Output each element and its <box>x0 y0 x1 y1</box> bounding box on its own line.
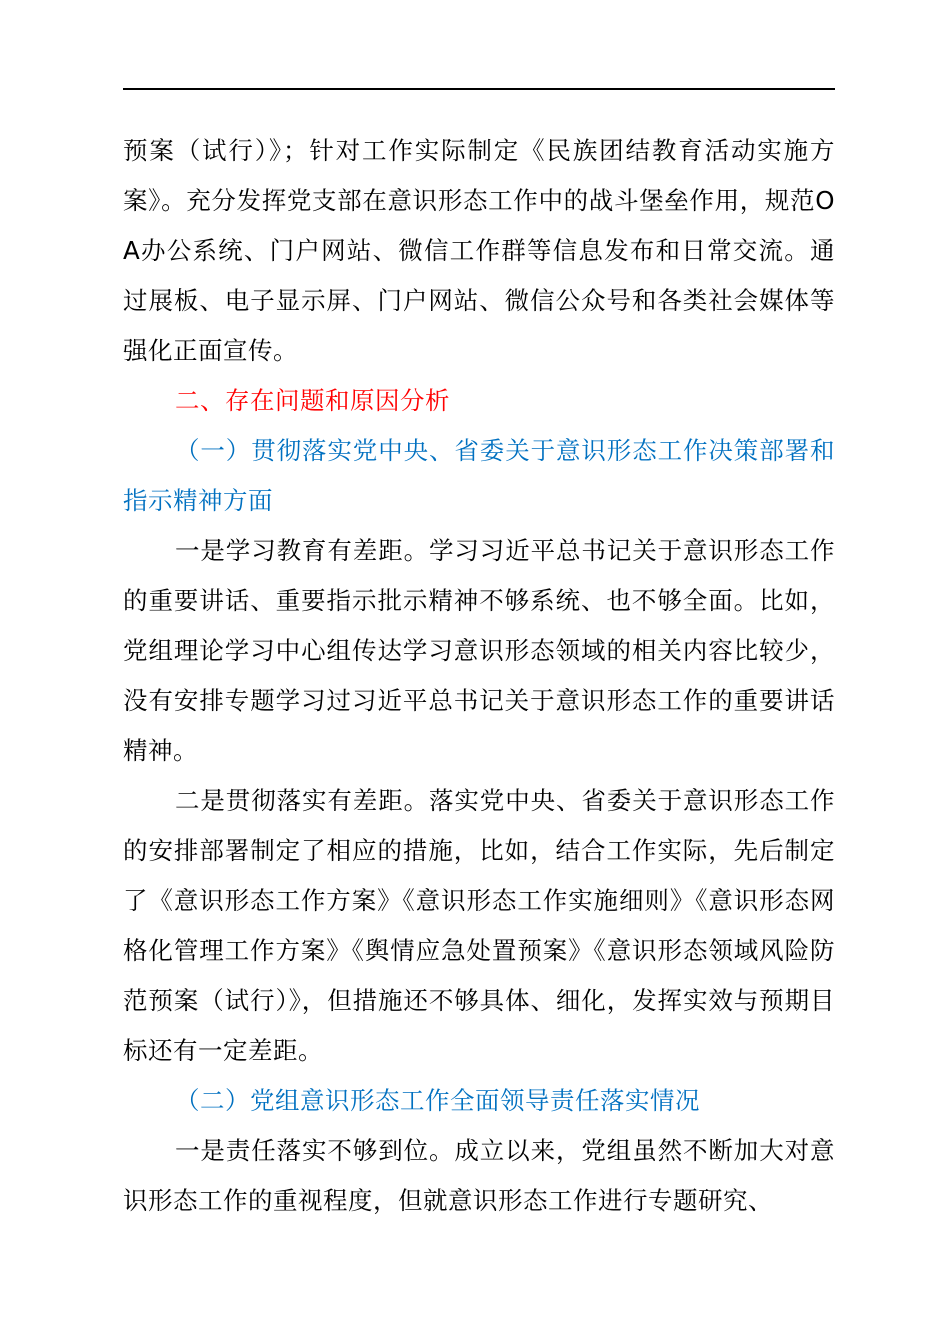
header-rule <box>123 88 835 90</box>
paragraph-responsibility: 一是责任落实不够到位。成立以来，党组虽然不断加大对意识形态工作的重视程度，但就意识形态工作进行专题研究、 <box>123 1136 835 1215</box>
document-body <box>123 126 835 1226</box>
paragraph-implementation-gap: 二是贯彻落实有差距。落实党中央、省委关于意识形态工作的安排部署制定了相应的措施，比如，结合工作实际，先后制定了《意识形态工作方案》《意识形态工作实施细则》《意识形态网格化管理工作方案》《舆情应急处置预案》《意识形态领域风险防范预案（试行）》，但措施还不够具体、细化，发挥实效与预期目标还有一定差距。 <box>123 786 835 1065</box>
paragraph-study-gap: 一是学习教育有差距。学习习近平总书记关于意识形态工作的重要讲话、重要指示批示精神不够系统、也不够全面。比如，党组理论学习中心组传达学习意识形态领域的相关内容比较少，没有安排专题学习过习近平总书记关于意识形态工作的重要讲话精神。 <box>123 536 835 765</box>
section-heading-problems: 二、存在问题和原因分析 <box>175 386 450 415</box>
subsection-heading-1: （一）贯彻落实党中央、省委关于意识形态工作决策部署和指示精神方面 <box>123 436 835 515</box>
paragraph-continuation: 预案（试行）》；针对工作实际制定《民族团结教育活动实施方案》。充分发挥党支部在意识形态工作中的战斗堡垒作用，规范OA办公系统、门户网站、微信工作群等信息发布和日常交流。通过展板、电子显示屏、门户网站、微信公众号和各类社会媒体等强化正面宣传。 <box>123 136 835 365</box>
subsection-heading-2: （二）党组意识形态工作全面领导责任落实情况 <box>175 1086 700 1115</box>
